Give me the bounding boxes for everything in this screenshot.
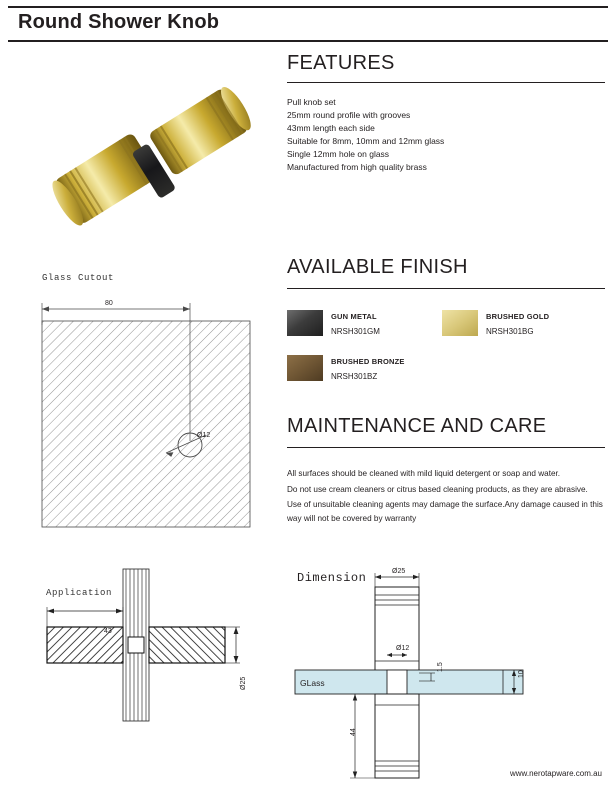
features-rule — [287, 82, 605, 83]
application-diameter-dim: Ø25 — [240, 676, 247, 690]
finish-swatch-gun-metal — [287, 310, 323, 336]
maintenance-paragraph: Do not use cream cleaners or citrus based cleaning products, as they are abrasive. — [287, 484, 588, 494]
finish-swatch-brushed-bronze — [287, 355, 323, 381]
maintenance-rule — [287, 447, 605, 448]
feature-item: Pull knob set — [287, 97, 336, 107]
feature-item: Suitable for 8mm, 10mm and 12mm glass — [287, 136, 445, 146]
glass-cutout-label: Glass Cutout — [42, 273, 115, 283]
dim-gap: 1.5 — [437, 662, 444, 672]
cutout-width-dim: 80 — [105, 300, 113, 307]
application-drawing — [40, 565, 270, 725]
page-title: Round Shower Knob — [18, 11, 220, 33]
finish-code: NRSH301BG — [486, 327, 534, 336]
finish-code: NRSH301GM — [331, 327, 380, 336]
finish-swatch-brushed-gold — [442, 310, 478, 336]
dim-glass-thickness: 10 — [518, 670, 525, 678]
maintenance-paragraph: All surfaces should be cleaned with mild liquid detergent or soap and water. — [287, 469, 561, 478]
finish-rule — [287, 288, 605, 289]
application-length-dim: 43 — [104, 628, 112, 635]
cutout-hole-dim: Ø12 — [197, 432, 211, 439]
finish-option-gun-metal[interactable] — [287, 310, 437, 340]
feature-item: Manufactured from high quality brass — [287, 162, 427, 172]
maintenance-heading: MAINTENANCE AND CARE — [287, 415, 547, 437]
feature-item: 43mm length each side — [287, 123, 375, 133]
maintenance-text — [287, 467, 607, 527]
dimension-label: Dimension — [297, 571, 367, 585]
maintenance-paragraph: Use of unsuitable cleaning agents may damage the surface.Any damage caused in this way will not be covered by warranty — [287, 500, 603, 523]
product-photo — [20, 85, 270, 245]
dimension-drawing — [290, 565, 610, 780]
header-bottom-rule — [8, 40, 608, 42]
finish-option-brushed-bronze[interactable] — [287, 355, 437, 385]
feature-item: Single 12mm hole on glass — [287, 149, 390, 159]
header-top-rule — [8, 6, 608, 8]
finish-name: BRUSHED GOLD — [486, 312, 550, 321]
finish-code: NRSH301BZ — [331, 372, 378, 381]
finish-option-brushed-gold[interactable] — [442, 310, 592, 340]
dim-glass-label: GLass — [300, 678, 325, 688]
footer-website-url[interactable]: www.nerotapware.com.au — [509, 769, 602, 778]
finish-name: GUN METAL — [331, 312, 377, 321]
glass-cutout-drawing — [20, 295, 270, 540]
finish-name: BRUSHED BRONZE — [331, 357, 405, 366]
application-label: Application — [46, 588, 113, 598]
features-list — [287, 96, 597, 174]
finish-heading: AVAILABLE FINISH — [287, 256, 468, 278]
features-heading: FEATURES — [287, 52, 395, 74]
dim-top-diameter: Ø25 — [392, 568, 406, 575]
page-header — [0, 0, 616, 42]
dim-shaft-diameter: Ø12 — [396, 645, 410, 652]
dim-knob-length: 44 — [350, 728, 357, 736]
feature-item: 25mm round profile with grooves — [287, 110, 411, 120]
